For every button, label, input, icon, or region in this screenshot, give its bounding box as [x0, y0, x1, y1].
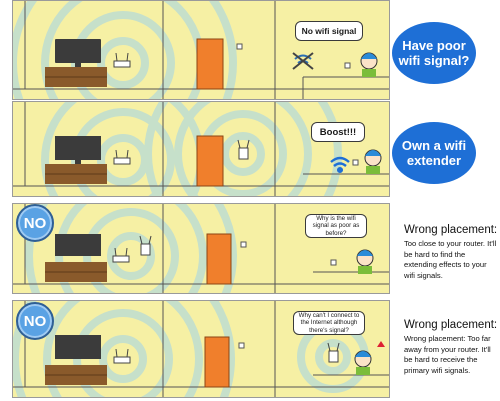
outlet-icon	[241, 242, 246, 247]
scene-panel-1	[12, 0, 390, 100]
no-wifi-icon	[293, 53, 313, 69]
door-icon	[205, 337, 229, 387]
side-circle-extender: Own a wifi extender	[392, 122, 476, 184]
room-scene	[13, 1, 389, 99]
tv-icon	[55, 39, 101, 63]
router-icon	[113, 248, 129, 262]
router-icon	[114, 349, 130, 363]
person-icon	[365, 150, 381, 174]
tv-icon	[55, 234, 101, 256]
door-icon	[207, 234, 231, 284]
speech-bubble: No wifi signal	[295, 21, 363, 41]
scene-panel-3	[12, 203, 390, 294]
outlet-icon	[331, 260, 336, 265]
note-body: Too close to your router. It'll be hard to find the extending effects to your wifi signals.	[404, 239, 497, 280]
speech-bubble: Boost!!!	[311, 122, 365, 142]
tv-icon	[55, 136, 101, 160]
door-icon	[197, 136, 223, 186]
no-badge: NO	[16, 204, 54, 242]
outlet-icon	[353, 160, 358, 165]
no-badge: NO	[16, 302, 54, 340]
person-icon	[361, 53, 377, 77]
router-icon	[114, 53, 130, 67]
scene-panel-2	[12, 101, 390, 197]
tv-icon	[55, 335, 101, 359]
extender-icon	[238, 140, 249, 159]
outlet-icon	[345, 63, 350, 68]
door-icon	[197, 39, 223, 89]
note-body: Wrong placement: Too far away from your router. It'll be hard to receive the primary wifi signals.	[404, 334, 491, 375]
note-too-far	[404, 318, 498, 376]
scene-panel-4	[12, 300, 390, 398]
note-too-close	[404, 223, 498, 281]
speech-bubble: Why can't I connect to the Internet although there's signal?	[293, 311, 365, 335]
side-circle-question: Have poor wifi signal?	[392, 22, 476, 84]
speech-bubble: Why is the wifi signal as poor as before?	[305, 214, 367, 238]
outlet-icon	[239, 343, 244, 348]
note-heading: Wrong placement:	[404, 319, 498, 331]
room-scene	[13, 102, 389, 196]
note-heading: Wrong placement:	[404, 224, 498, 236]
router-icon	[114, 150, 130, 164]
person-icon	[357, 250, 373, 274]
